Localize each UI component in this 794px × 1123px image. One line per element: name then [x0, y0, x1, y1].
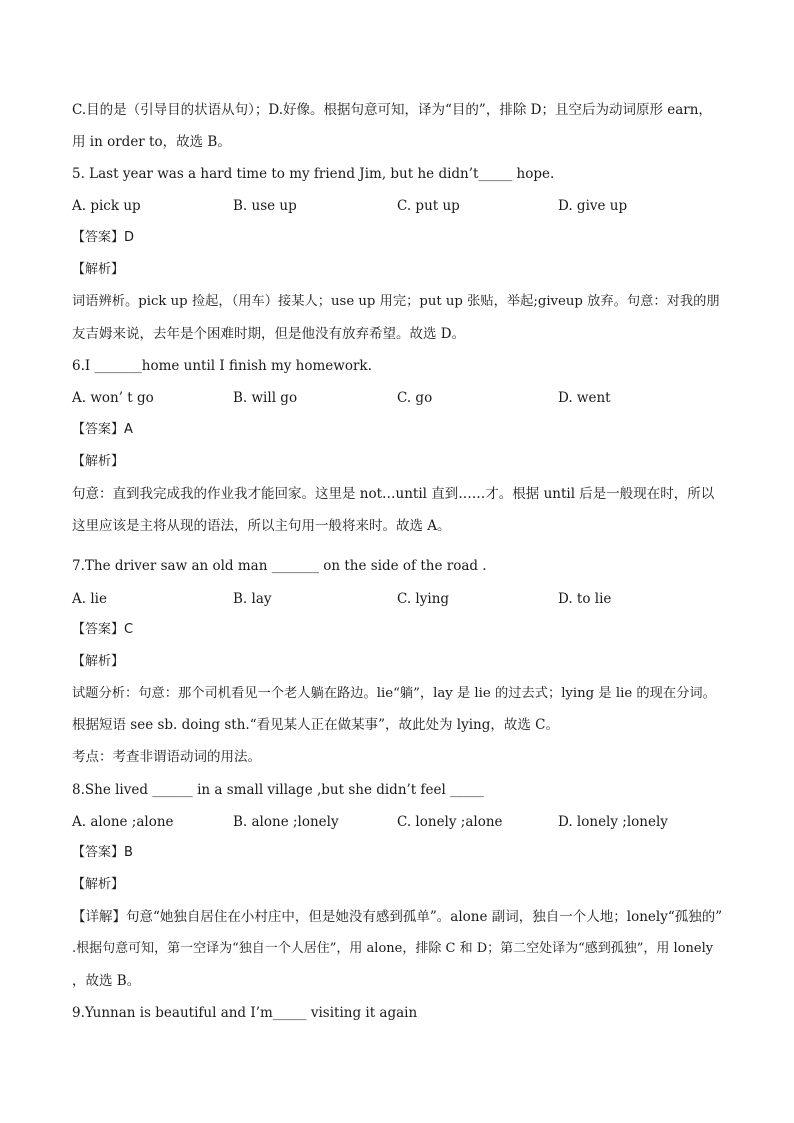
- option-d: D. give up: [558, 198, 628, 214]
- analysis-label: 【解析】: [72, 454, 125, 469]
- question-9: 9.Yunnan is beautiful and I’m_____ visiting it again: [72, 1005, 418, 1021]
- option-c: C. go: [397, 390, 433, 406]
- analysis-label: 【解析】: [72, 262, 125, 277]
- question-6: 6.I _______home until I finish my homework.: [72, 358, 372, 374]
- option-d: D. went: [558, 390, 611, 406]
- text-line: 用 in order to，故选 B。: [72, 134, 231, 150]
- analysis-label: 【解析】: [72, 654, 125, 669]
- answer-label: 【答案】C: [72, 622, 134, 637]
- option-b: B. will go: [233, 390, 298, 406]
- text-line: 试题分析：句意：那个司机看见一个老人躺在路边。lie“躺”，lay 是 lie 的过去式；lying 是 lie 的现在分词。: [72, 686, 716, 701]
- option-d: D. lonely ;lonely: [558, 814, 668, 830]
- option-a: A. pick up: [72, 198, 141, 214]
- text-line: 根据短语 see sb. doing sth.“看见某人正在做某事”，故此处为 lying，故选 C。: [72, 717, 560, 733]
- text-line: 这里应该是主将从现的语法，所以主句用一般将来时。故选 A。: [72, 518, 451, 534]
- option-a: A. won’ t go: [72, 390, 154, 406]
- option-b: B. lay: [233, 591, 272, 607]
- answer-label: 【答案】A: [72, 422, 133, 437]
- options-row-7: [72, 590, 722, 608]
- text-line: 句意：直到我完成我的作业我才能回家。这里是 not…until 直到……才。根据 until 后是一般现在时，所以: [72, 486, 715, 502]
- option-c: C. put up: [397, 198, 460, 214]
- exam-point: 考点：考查非谓语动词的用法。: [72, 749, 261, 765]
- option-c: C. lying: [397, 591, 450, 607]
- options-row-6: [72, 389, 722, 407]
- analysis-label: 【解析】: [72, 877, 125, 892]
- answer-label: 【答案】D: [72, 230, 135, 245]
- option-b: B. alone ;lonely: [233, 814, 339, 830]
- text-line: ，故选 B。: [72, 973, 141, 989]
- option-a: A. lie: [72, 591, 107, 607]
- option-c: C. lonely ;alone: [397, 814, 503, 830]
- question-5: 5. Last year was a hard time to my friend Jim, but he didn’t_____ hope.: [72, 166, 555, 182]
- options-row-5: [72, 197, 722, 215]
- option-b: B. use up: [233, 198, 297, 214]
- question-7: 7.The driver saw an old man _______ on the side of the road .: [72, 558, 487, 574]
- text-line: 友吉姆来说，去年是个困难时期，但是他没有放弃希望。故选 D。: [72, 326, 466, 342]
- question-8: 8.She lived ______ in a small village ,but she didn’t feel _____: [72, 782, 484, 798]
- option-d: D. to lie: [558, 591, 612, 607]
- text-line: 词语辨析。pick up 捡起，（用车）接某人；use up 用完；put up 张贴，举起;giveup 放弃。句意：对我的朋: [72, 294, 720, 309]
- options-row-8: [72, 813, 722, 831]
- option-a: A. alone ;alone: [72, 814, 174, 830]
- text-line: .根据句意可知，第一空译为“独自一个人居住”，用 alone，排除 C 和 D；第二空处译为“感到孤独”，用 lonely: [72, 941, 714, 956]
- answer-label: 【答案】B: [72, 845, 133, 860]
- text-line: 【详解】句意“她独自居住在小村庄中，但是她没有感到孤单”。alone 副词，独自一个人地；lonely“孤独的”: [72, 909, 723, 925]
- text-line: C.目的是（引导目的状语从句）；D.好像。根据句意可知，译为“目的”，排除 D；且空后为动词原形 earn，: [72, 102, 712, 118]
